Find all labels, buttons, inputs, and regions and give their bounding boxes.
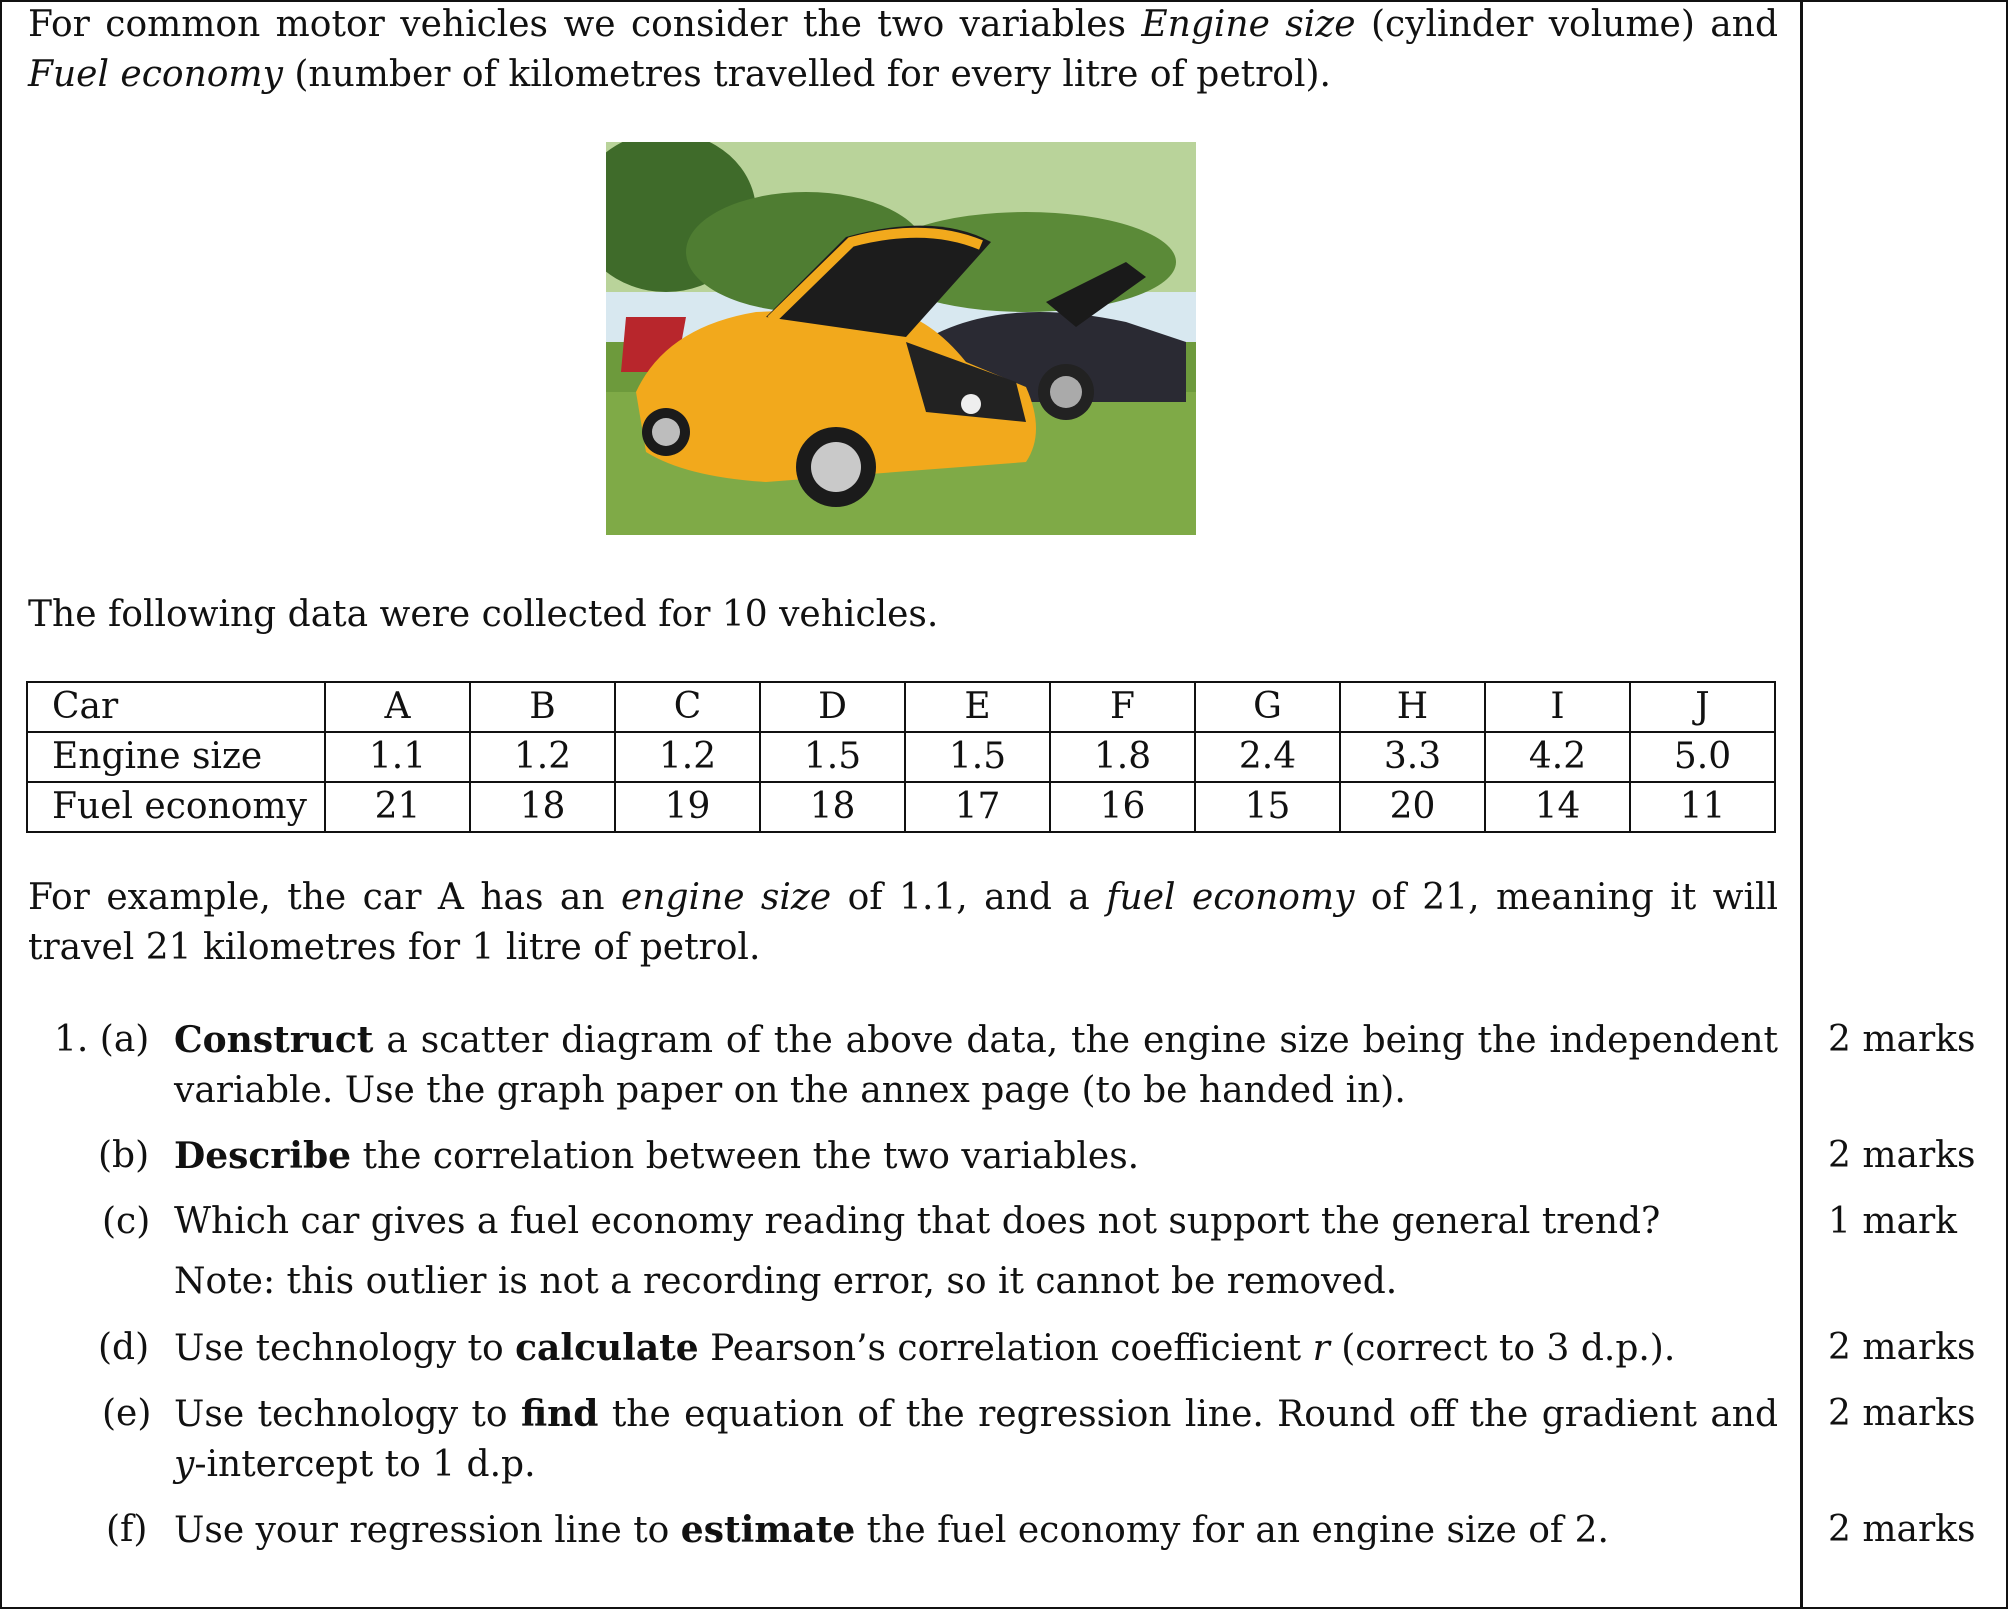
marks-d: 2 marks [1828, 1327, 1976, 1368]
car-cell: I [1485, 682, 1630, 732]
car-cell: B [470, 682, 615, 732]
question-d-pre: Use technology to [174, 1328, 516, 1369]
question-f-pre: Use your regression line to [174, 1510, 681, 1551]
intro-var-fuel-economy: Fuel economy [28, 54, 283, 95]
fuel-economy-cell: 20 [1340, 782, 1485, 832]
example-term-engine-size: engine size [620, 877, 832, 918]
engine-size-cell: 1.2 [470, 732, 615, 782]
question-d-label: (d) [98, 1327, 150, 1368]
engine-size-cell: 1.8 [1050, 732, 1195, 782]
question-b-label: (b) [98, 1135, 150, 1176]
question-b-body: the correlation between the two variables. [351, 1136, 1140, 1177]
fuel-economy-cell: 18 [760, 782, 905, 832]
question-e-body: the equation of the regression line. Round off the gradient and [598, 1394, 1779, 1435]
engine-size-cell: 2.4 [1195, 732, 1340, 782]
intro-text-mid: (cylinder volume) and [1355, 4, 1778, 45]
question-e-variable: y [174, 1444, 195, 1485]
data-table [26, 681, 1776, 833]
marks-e: 2 marks [1828, 1393, 1976, 1434]
marks-a: 2 marks [1828, 1019, 1976, 1060]
intro-var-engine-size: Engine size [1141, 4, 1356, 45]
question-d-body: Pearson’s correlation coefficient [698, 1328, 1313, 1369]
row-label-engine-size: Engine size [27, 732, 325, 782]
example-text-end: of 21, meaning it will travel 21 kilometres for 1 litre of petrol. [28, 877, 1778, 968]
table-row-car [27, 682, 1775, 732]
example-paragraph [28, 873, 1778, 973]
fuel-economy-cell: 21 [325, 782, 470, 832]
engine-size-cell: 1.5 [760, 732, 905, 782]
intro-text: For common motor vehicles we consider the two variables [28, 4, 1142, 45]
question-e-command: find [520, 1393, 599, 1435]
car-cell: G [1195, 682, 1340, 732]
engine-size-cell: 4.2 [1485, 732, 1630, 782]
question-d-text [174, 1323, 1778, 1374]
fuel-economy-cell: 14 [1485, 782, 1630, 832]
question-d-variable: r [1312, 1328, 1330, 1369]
table-row-engine-size [27, 732, 1775, 782]
question-f-label: (f) [106, 1509, 148, 1550]
question-a-label: 1. (a) [54, 1019, 150, 1060]
question-c-label: (c) [102, 1201, 151, 1242]
car-photo [606, 142, 1196, 535]
example-term-fuel-economy: fuel economy [1106, 877, 1355, 918]
question-f-command: estimate [680, 1509, 856, 1551]
engine-size-cell: 1.5 [905, 732, 1050, 782]
car-cell: C [615, 682, 760, 732]
marks-column-divider [1800, 0, 1803, 1609]
engine-size-cell: 5.0 [1630, 732, 1775, 782]
question-a-text [174, 1015, 1778, 1116]
question-f-body: the fuel economy for an engine size of 2. [855, 1510, 1609, 1551]
engine-size-cell: 1.1 [325, 732, 470, 782]
intro-text-end: (number of kilometres travelled for every litre of petrol). [282, 54, 1331, 95]
car-cell: D [760, 682, 905, 732]
fuel-economy-cell: 11 [1630, 782, 1775, 832]
question-d-tail: (correct to 3 d.p.). [1329, 1328, 1676, 1369]
fuel-economy-cell: 18 [470, 782, 615, 832]
question-b-command: Describe [174, 1135, 352, 1177]
question-e-text [174, 1389, 1778, 1490]
car-cell: H [1340, 682, 1485, 732]
row-label-fuel-economy: Fuel economy [27, 782, 325, 832]
question-f-text [174, 1505, 1778, 1556]
collected-text: The following data were collected for 10 vehicles. [28, 594, 939, 635]
fuel-economy-cell: 16 [1050, 782, 1195, 832]
row-label-car: Car [27, 682, 325, 732]
question-e [28, 1389, 1778, 1490]
question-a-command: Construct [174, 1019, 374, 1061]
marks-b: 2 marks [1828, 1135, 1976, 1176]
fuel-economy-cell: 17 [905, 782, 1050, 832]
question-b-text [174, 1131, 1778, 1182]
car-cell: A [325, 682, 470, 732]
question-c [28, 1197, 1778, 1307]
car-cell: J [1630, 682, 1775, 732]
fuel-economy-cell: 15 [1195, 782, 1340, 832]
question-a [28, 1015, 1778, 1116]
car-cell: E [905, 682, 1050, 732]
table-row-fuel-economy [27, 782, 1775, 832]
fuel-economy-cell: 19 [615, 782, 760, 832]
question-a-body: a scatter diagram of the above data, the engine size being the independent variable. Use the graph paper on the annex page (to be handed in). [174, 1020, 1778, 1111]
marks-c: 1 mark [1828, 1201, 1957, 1242]
example-text: For example, the car A has an [28, 877, 621, 918]
question-e-pre: Use technology to [174, 1394, 521, 1435]
example-text-mid: of 1.1, and a [831, 877, 1107, 918]
question-d-command: calculate [515, 1327, 699, 1369]
question-e-tail: -intercept to 1 d.p. [194, 1444, 536, 1485]
intro-paragraph [28, 0, 1778, 100]
car-cell: F [1050, 682, 1195, 732]
question-e-label: (e) [102, 1393, 152, 1434]
question-d [28, 1323, 1778, 1374]
marks-f: 2 marks [1828, 1509, 1976, 1550]
engine-size-cell: 1.2 [615, 732, 760, 782]
question-f [28, 1505, 1778, 1556]
engine-size-cell: 3.3 [1340, 732, 1485, 782]
car-photo-illustration [606, 142, 1196, 535]
question-c-note: Note: this outlier is not a recording error, so it cannot be removed. [174, 1261, 1398, 1302]
question-b [28, 1131, 1778, 1182]
question-c-text: Which car gives a fuel economy reading that does not support the general trend? [174, 1201, 1661, 1242]
